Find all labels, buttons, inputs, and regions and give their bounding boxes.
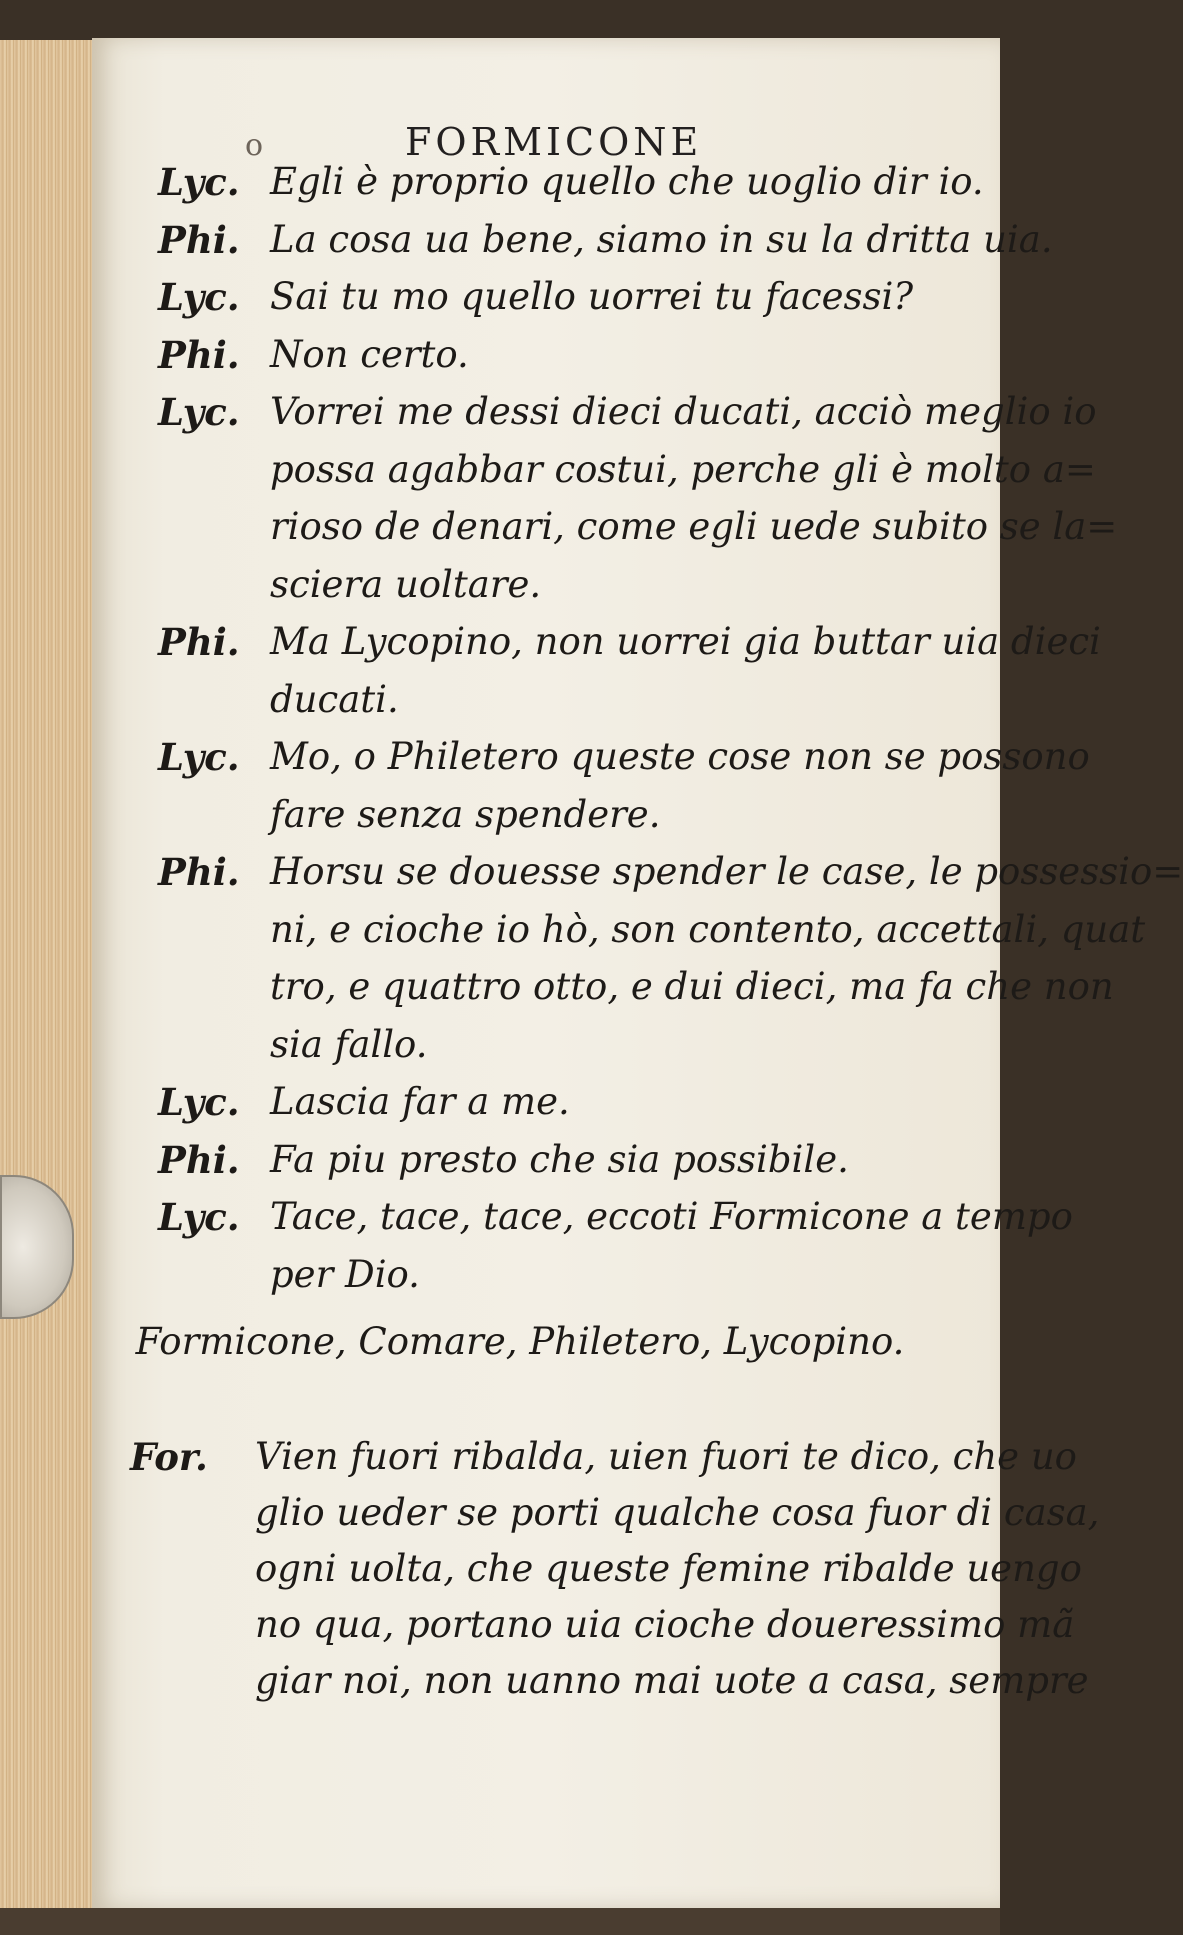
dialogue-line <box>0 735 1090 785</box>
speaker-label: Lyc. <box>158 1195 240 1239</box>
speaker-label: Lyc. <box>158 735 240 779</box>
speaker-label: Lyc. <box>158 390 240 434</box>
book-cover-bottom <box>0 1908 1000 1935</box>
dialogue-line <box>0 1023 1000 1073</box>
speech-text: La cosa ua bene, siamo in su la dritta uia. <box>270 217 1053 261</box>
dialogue-line <box>0 333 1000 383</box>
dialogue-line <box>0 793 1000 843</box>
dialogue-line <box>0 1253 1000 1303</box>
speech-text: no qua, portano uia cioche doueressimo mã <box>255 1603 1075 1646</box>
speaker-label: Phi. <box>158 1137 240 1182</box>
dialogue-line <box>0 160 1000 210</box>
dialogue-line <box>0 563 1000 613</box>
speaker-label: Lyc. <box>158 160 240 204</box>
speech-text: rioso de denari, come egli uede subito se la= <box>270 505 1118 548</box>
dialogue-line <box>0 390 1097 440</box>
dialogue-line <box>0 1603 1075 1653</box>
dialogue-line <box>0 275 1000 325</box>
speaker-label: Lyc. <box>158 1080 240 1124</box>
speaker-label: Phi. <box>158 620 240 664</box>
dialogue-line <box>0 1659 1089 1709</box>
speaker-label: Phi. <box>158 850 240 894</box>
speech-text: Vorrei me dessi dieci ducati, acciò meglio io <box>270 390 1097 433</box>
dialogue-line <box>0 1491 1100 1541</box>
dialogue-line <box>0 217 1053 268</box>
dialogue-line <box>0 505 1118 555</box>
dialogue-line <box>0 1138 1000 1188</box>
speech-text: sia fallo. <box>270 1022 428 1066</box>
speech-text: ducati. <box>270 677 399 721</box>
page-header <box>245 120 845 164</box>
speech-text: giar noi, non uanno mai uote a casa, sempre <box>255 1659 1089 1702</box>
dialogue-line <box>0 1547 1082 1597</box>
scene-heading: Formicone, Comare, Philetero, Lycopino. <box>135 1320 905 1363</box>
speech-text: Mo, o Philetero queste cose non se possono <box>270 735 1090 778</box>
speech-text: Lascia far a me. <box>270 1080 570 1123</box>
page-number: o <box>245 128 264 163</box>
speaker-label: Phi. <box>158 217 240 262</box>
dialogue-line <box>0 850 1183 900</box>
dialogue-line <box>0 1195 1073 1245</box>
speech-text: per Dio. <box>270 1252 420 1296</box>
speech-text: ogni uolta, che queste femine ribalde uengo <box>255 1547 1082 1590</box>
speech-text: Vien fuori ribalda, uien fuori te dico, che uo <box>255 1435 1077 1478</box>
running-title: FORMICONE <box>405 120 703 164</box>
speech-text: possa agabbar costui, perche gli è molto a= <box>270 447 1096 491</box>
speech-text: Sai tu mo quello uorrei tu facessi? <box>270 275 914 318</box>
speech-text: Egli è proprio quello che uoglio dir io. <box>270 160 984 203</box>
dialogue-line <box>0 907 1146 958</box>
dialogue-line <box>0 1435 1077 1485</box>
speaker-label: Phi. <box>158 332 240 377</box>
dialogue-line <box>0 620 1101 670</box>
speech-text: Tace, tace, tace, eccoti Formicone a tempo <box>270 1195 1073 1238</box>
dialogue-line <box>0 965 1114 1015</box>
speech-text: Ma Lycopino, non uorrei gia buttar uia dieci <box>270 620 1101 663</box>
dialogue-line <box>0 447 1096 498</box>
speech-text: sciera uoltare. <box>270 562 542 606</box>
dialogue-line <box>0 1080 1000 1130</box>
speech-text: Horsu se douesse spender le case, le possessio= <box>270 850 1183 893</box>
speech-text: Fa piu presto che sia possibile. <box>270 1137 849 1181</box>
speech-text: fare senza spendere. <box>270 792 661 836</box>
speech-text: tro, e quattro otto, e dui dieci, ma fa che non <box>270 965 1114 1008</box>
dialogue-line <box>0 678 1000 728</box>
speaker-label: Lyc. <box>158 275 240 319</box>
speaker-label: For. <box>130 1435 208 1479</box>
speech-text: ni, e cioche io hò, son contento, accettali, quat <box>270 907 1146 951</box>
speech-text: glio ueder se porti qualche cosa fuor di casa, <box>255 1491 1100 1534</box>
speech-text: Non certo. <box>270 332 469 376</box>
